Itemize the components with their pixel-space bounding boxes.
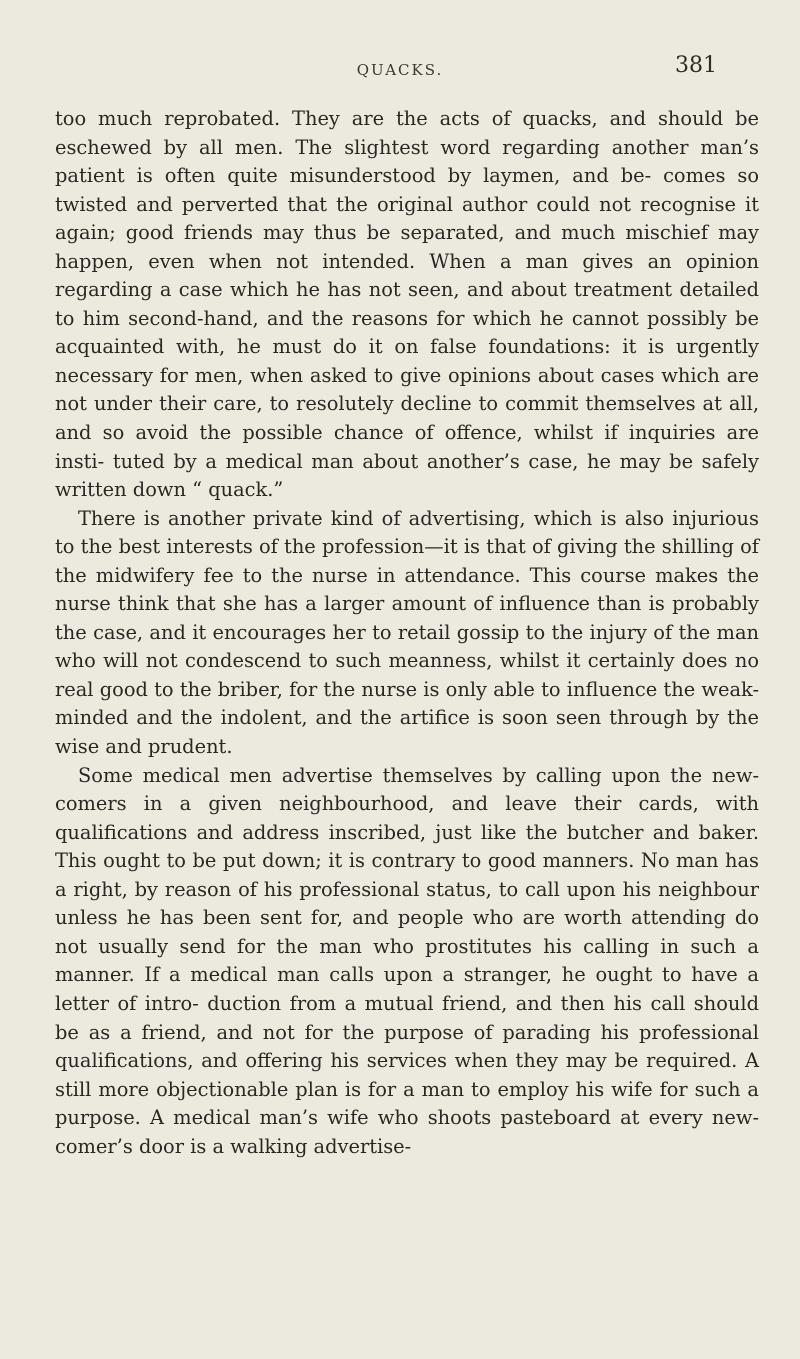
paragraph-1: too much reprobated. They are the acts of quacks, and should be eschewed by all men. The slightest word regarding another man’s patient is often quite misunderstood by laymen, and be- comes so twisted and perverted that the original author could not recognise it again; good friends may thus be separated, and much mischief may happen, even when not intended. When a man gives an opinion regarding a case which he has not seen, and about treatment detailed to him second-hand, and the reasons for which he cannot possibly be acquainted with, he must do it on false foundations: it is urgently necessary for men, when asked to give opinions about cases which are not under their care, to resolutely decline to commit themselves at all, and so avoid the possible chance of offence, whilst if inquiries are insti- tuted by a medical man about another’s case, he may be safely written down “ quack.” <box>55 107 759 502</box>
page-number: 381 <box>675 53 717 78</box>
running-head <box>0 50 800 90</box>
body-text <box>55 105 759 1161</box>
paragraph-3: Some medical men advertise themselves by calling upon the new-comers in a given neighbourhood, and leave their cards, with qualifications and address inscribed, just like the butcher and baker. This ought to be put down; it is contrary to good manners. No man has a right, by reason of his professional status, to call upon his neighbour unless he has been sent for, and people who are worth attending do not usually send for the man who prostitutes his calling in such a manner. If a medical man calls upon a stranger, he ought to have a letter of intro- duction from a mutual friend, and then his call should be as a friend, and not for the purpose of parading his professional qualifications, and offering his services when they may be required. A still more objectionable plan is for a man to employ his wife for such a purpose. A medical man’s wife who shoots pasteboard at every new-comer’s door is a walking advertise- <box>55 763 759 1158</box>
paragraph-2: There is another private kind of advertising, which is also injurious to the best interests of the profession—it is that of giving the shilling of the midwifery fee to the nurse in attendance. This course makes the nurse think that she has a larger amount of influence than is probably the case, and it encourages her to retail gossip to the injury of the man who will not condescend to such meanness, whilst it certainly does no real good to the briber, for the nurse is only able to influence the weak-minded and the indolent, and the artifice is soon seen through by the wise and prudent. <box>55 506 759 759</box>
running-title: QUACKS. <box>356 61 444 79</box>
